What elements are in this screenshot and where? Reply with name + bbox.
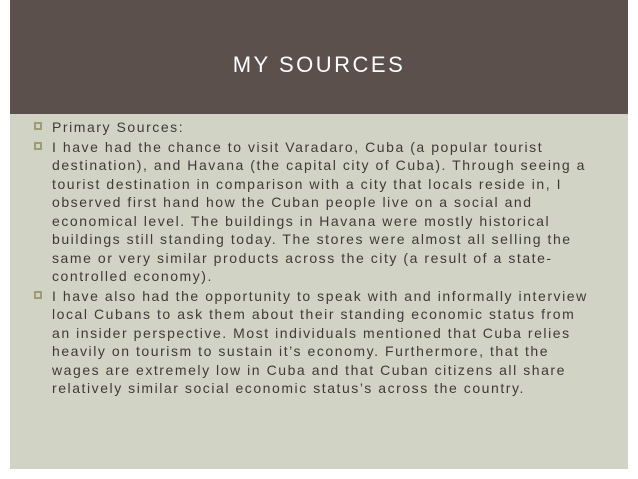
bullet-item-interview: [34, 287, 594, 398]
square-bullet-icon: [34, 291, 42, 299]
square-bullet-icon: [34, 122, 42, 130]
slide-title: MY SOURCES: [232, 52, 406, 77]
bullet-list: [34, 118, 594, 399]
bullet-text: I have also had the opportunity to speak with and informally interview local Cubans to ask them about their standing economic status from an insider perspective. Most individuals mentioned that Cuba relies heavily on tourism to sustain it’s economy. Furthermore, that the wages are extremely low in Cuba and that Cuban citizens all share relatively similar social economic status’s across the country.: [52, 287, 588, 396]
bullet-text: Primary Sources:: [52, 119, 185, 135]
bullet-item-visit: [34, 138, 594, 286]
bullet-text: I have had the chance to visit Varadaro, Cuba (a popular tourist destination), and Havana (the capital city of Cuba). Through seeing a tourist destination in comparison with a city that locals reside in, I observed first hand how the Cuban people live on a social and economical level. The buildings in Havana were mostly historical buildings still standing today. The stores were almost all selling the same or very similar products across the city (a result of a state-controlled economy).: [52, 138, 586, 284]
bullet-item-primary-sources: [34, 118, 594, 137]
slide: [10, 0, 628, 469]
title-bar: [10, 0, 628, 114]
square-bullet-icon: [34, 142, 42, 150]
